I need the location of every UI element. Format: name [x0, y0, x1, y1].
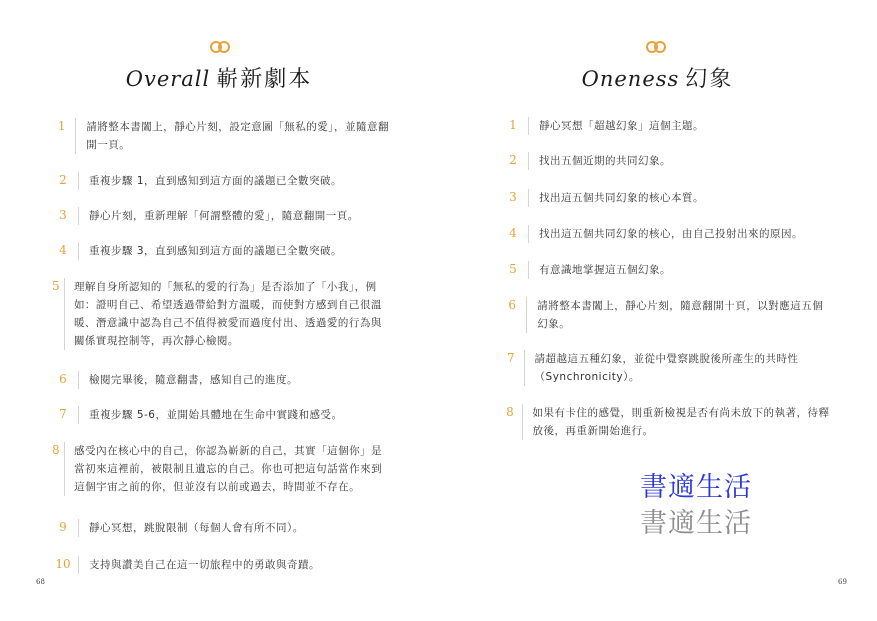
divider — [75, 118, 76, 154]
divider — [78, 406, 79, 424]
infinity-ring-icon — [209, 40, 231, 54]
divider — [78, 242, 79, 260]
page-number: 68 — [36, 578, 45, 586]
step-number: 5 — [52, 279, 60, 293]
list-item — [502, 189, 832, 207]
step-text: 靜心冥想「超越幻象」這個主題。 — [539, 120, 704, 132]
title-cjk: 嶄新劇本 — [216, 67, 313, 92]
step-text: 支持與讚美自己在這一切旅程中的勇敢與奇蹟。 — [89, 559, 320, 571]
list-item — [52, 278, 392, 350]
step-text: 有意識地掌握這五個幻象。 — [539, 264, 671, 276]
divider — [78, 172, 79, 190]
list-item — [52, 519, 392, 537]
list-item — [52, 442, 392, 496]
right-page — [438, 0, 877, 621]
title-latin: Oneness — [581, 67, 680, 91]
step-text: 請超越這五種幻象，並從中覺察跳脫後所產生的共時性（Synchronicity）。 — [534, 353, 799, 383]
list-item — [52, 118, 392, 154]
step-number: 10 — [55, 557, 71, 571]
step-text: 重複步驟 5-6，並開始具體地在生命中實踐和感受。 — [89, 409, 343, 421]
list-item — [502, 225, 832, 243]
list-item — [502, 152, 832, 170]
step-text: 找出五個近期的共同幻象。 — [539, 155, 671, 167]
list-item — [52, 371, 392, 389]
list-item — [52, 242, 392, 260]
divider — [528, 261, 529, 279]
step-text: 檢閱完畢後，隨意翻書，感知自己的進度。 — [89, 374, 298, 386]
list-item — [502, 297, 832, 333]
step-text: 靜心冥想，跳脫限制（每個人會有所不同）。 — [89, 522, 304, 534]
divider — [528, 117, 529, 135]
watermark-text-shadow: 書適生活 — [640, 508, 752, 539]
step-number: 8 — [52, 443, 60, 457]
list-item — [502, 350, 832, 386]
step-number: 2 — [59, 173, 67, 187]
title-cjk: 幻象 — [685, 67, 734, 92]
step-text: 找出這五個共同幻象的核心本質。 — [539, 192, 704, 204]
step-text: 找出這五個共同幻象的核心，由自己投射出來的原因。 — [539, 228, 803, 240]
step-text: 感受內在核心中的自己，你認為嶄新的自己，其實「這個你」是當初來這裡前，被限制且遺忘的自己。你也可把這句話當作來到這個宇宙之前的你，但並沒有以前或過去，時間並不存在。 — [74, 445, 383, 493]
step-number: 4 — [59, 243, 67, 257]
step-text: 重複步驟 1，直到感知到這方面的議題已全數突破。 — [89, 175, 343, 187]
divider — [524, 350, 525, 386]
step-number: 2 — [509, 153, 517, 167]
divider — [78, 371, 79, 389]
left-page — [0, 0, 438, 621]
divider — [78, 207, 79, 225]
step-text: 理解自身所認知的「無私的愛的行為」是否添加了「小我」，例如：證明自己、希望透過帶給對方溫暖，而使對方感到自己很溫暖、潛意識中認為自己不值得被愛而過度付出、透過愛的行為與關係實現控制等，再次靜心檢閱。 — [73, 281, 382, 347]
step-text: 請將整本書闔上，靜心片刻，設定意圖「無私的愛」，並隨意翻開一頁。 — [86, 121, 390, 151]
step-text: 靜心片刻，重新理解「何謂整體的愛」，隨意翻開一頁。 — [89, 210, 359, 222]
step-number: 6 — [59, 372, 67, 386]
step-number: 3 — [59, 208, 67, 222]
list-item — [502, 404, 832, 440]
divider — [528, 189, 529, 207]
title-latin: Overall — [125, 67, 211, 91]
divider — [526, 297, 527, 333]
step-number: 7 — [507, 351, 515, 365]
divider — [78, 519, 79, 537]
list-item — [52, 172, 392, 190]
step-number: 1 — [57, 119, 66, 133]
divider — [78, 556, 79, 574]
step-number: 1 — [509, 118, 517, 132]
step-number: 4 — [509, 226, 517, 240]
divider — [528, 152, 529, 170]
step-number: 9 — [59, 520, 67, 534]
infinity-ring-icon — [645, 40, 667, 54]
divider — [522, 404, 523, 440]
page-title — [0, 62, 438, 93]
list-item — [502, 261, 832, 279]
list-item — [52, 207, 392, 225]
page-title — [438, 62, 877, 93]
list-item — [52, 406, 392, 424]
step-number: 8 — [506, 405, 514, 419]
step-text: 如果有卡住的感覺，則重新檢視是否有尚未放下的執著，待釋放後，再重新開始進行。 — [532, 407, 830, 437]
divider — [528, 225, 529, 243]
step-number: 6 — [508, 298, 516, 312]
list-item — [52, 556, 392, 574]
step-number: 7 — [59, 407, 67, 421]
step-number: 5 — [509, 262, 517, 276]
page-number: 69 — [838, 578, 847, 586]
step-text: 請將整本書闔上，靜心片刻，隨意翻開十頁，以對應這五個幻象。 — [537, 300, 824, 330]
list-item — [502, 117, 832, 135]
step-number: 3 — [509, 190, 517, 204]
step-text: 重複步驟 3，直到感知到這方面的議題已全數突破。 — [89, 245, 343, 257]
watermark-text: 書適生活 — [640, 472, 752, 503]
